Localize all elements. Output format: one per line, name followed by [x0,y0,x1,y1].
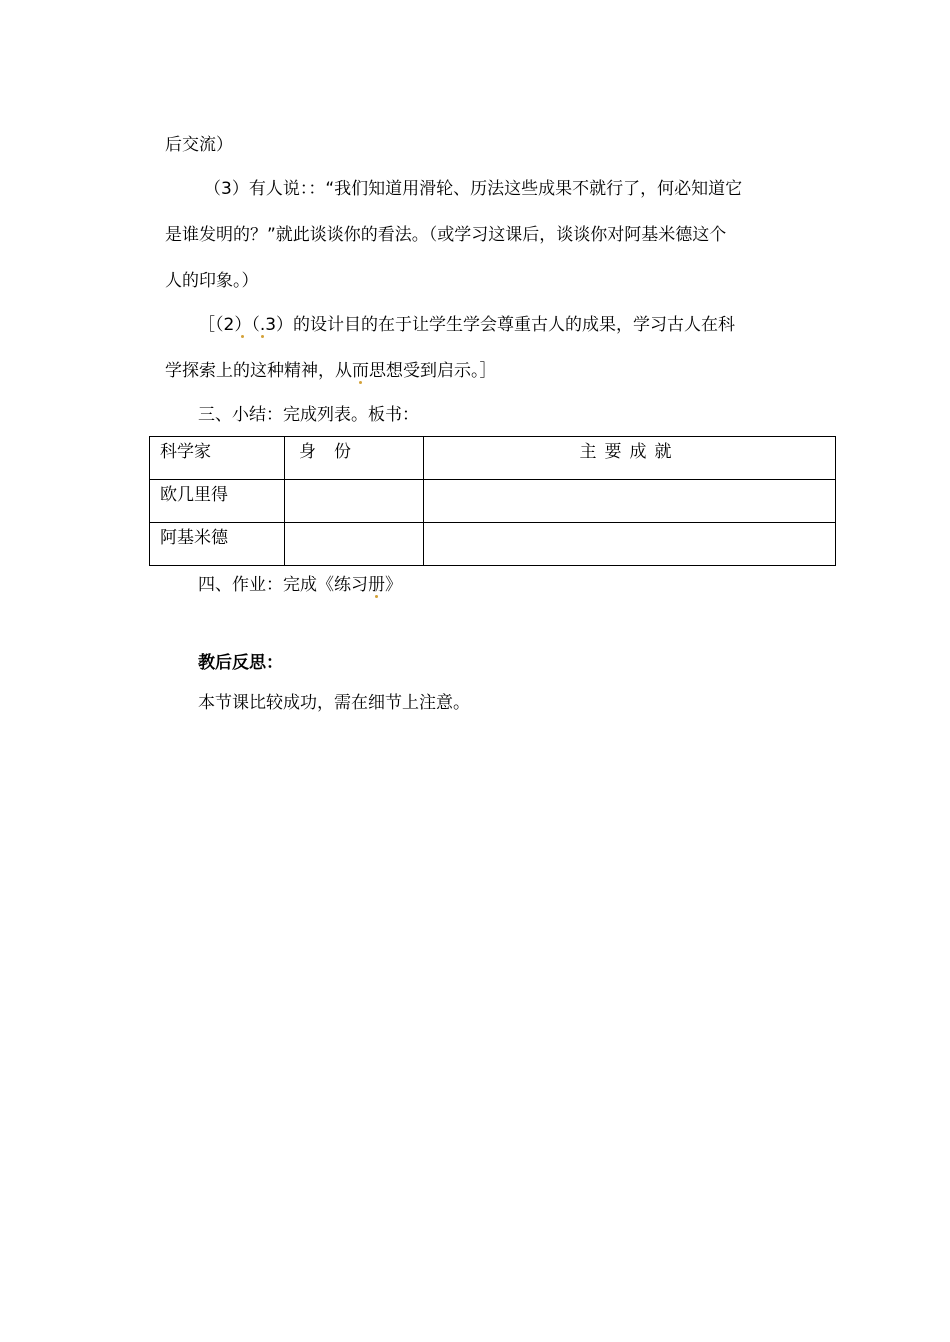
design-note-line-1 [198,314,735,336]
homework-text: 》 [385,575,402,595]
table-header-cell: 主要成就 [424,437,836,480]
reflection-body: 本节课比较成功，需在细节上注意。 [198,693,470,713]
table-header-cell: 科学家 [150,437,285,480]
question-3-line-1: （3）有人说：：“我们知道用滑轮、历法这些成果不就行了，何必知道它 [204,179,743,199]
design-note-text: （ [251,315,260,335]
design-note-text: ［（2 [198,315,235,335]
question-3-line-2: 是谁发明的？”就此谈谈你的看法。（或学习这课后，谈谈你对阿基米德这个 [165,225,727,245]
homework-text: 四、作业：完成《练习 [198,575,368,595]
design-note-text: 学探索上的这种精神，从 [165,361,352,381]
design-note-text: 思想受到启示。］ [369,361,497,381]
design-note-text: 3）的设计目的在于让学生学会尊重古人的成果，学习古人在科 [265,315,736,335]
table-cell [424,523,836,566]
table-header-cell: 身份 [285,437,424,480]
homework-marked-char: 册 [368,575,385,595]
table-row [150,523,836,566]
paragraph-continuation: 后交流） [165,135,233,155]
design-note-line-2 [165,360,497,382]
design-note-marked-char: . [259,315,266,335]
table-cell: 欧几里得 [150,480,285,523]
section-summary-heading: 三、小结：完成列表。板书： [198,405,419,425]
design-note-marked-char: ） [234,315,252,335]
table-cell [285,523,424,566]
table-cell [285,480,424,523]
design-note-marked-char: 而 [352,361,369,381]
table-cell [424,480,836,523]
question-3-line-3: 人的印象。） [165,271,259,291]
table-cell: 阿基米德 [150,523,285,566]
section-homework [198,574,402,596]
table-row [150,480,836,523]
table-header-row [150,437,836,480]
reflection-title: 教后反思： [198,653,283,673]
summary-table [149,436,836,566]
